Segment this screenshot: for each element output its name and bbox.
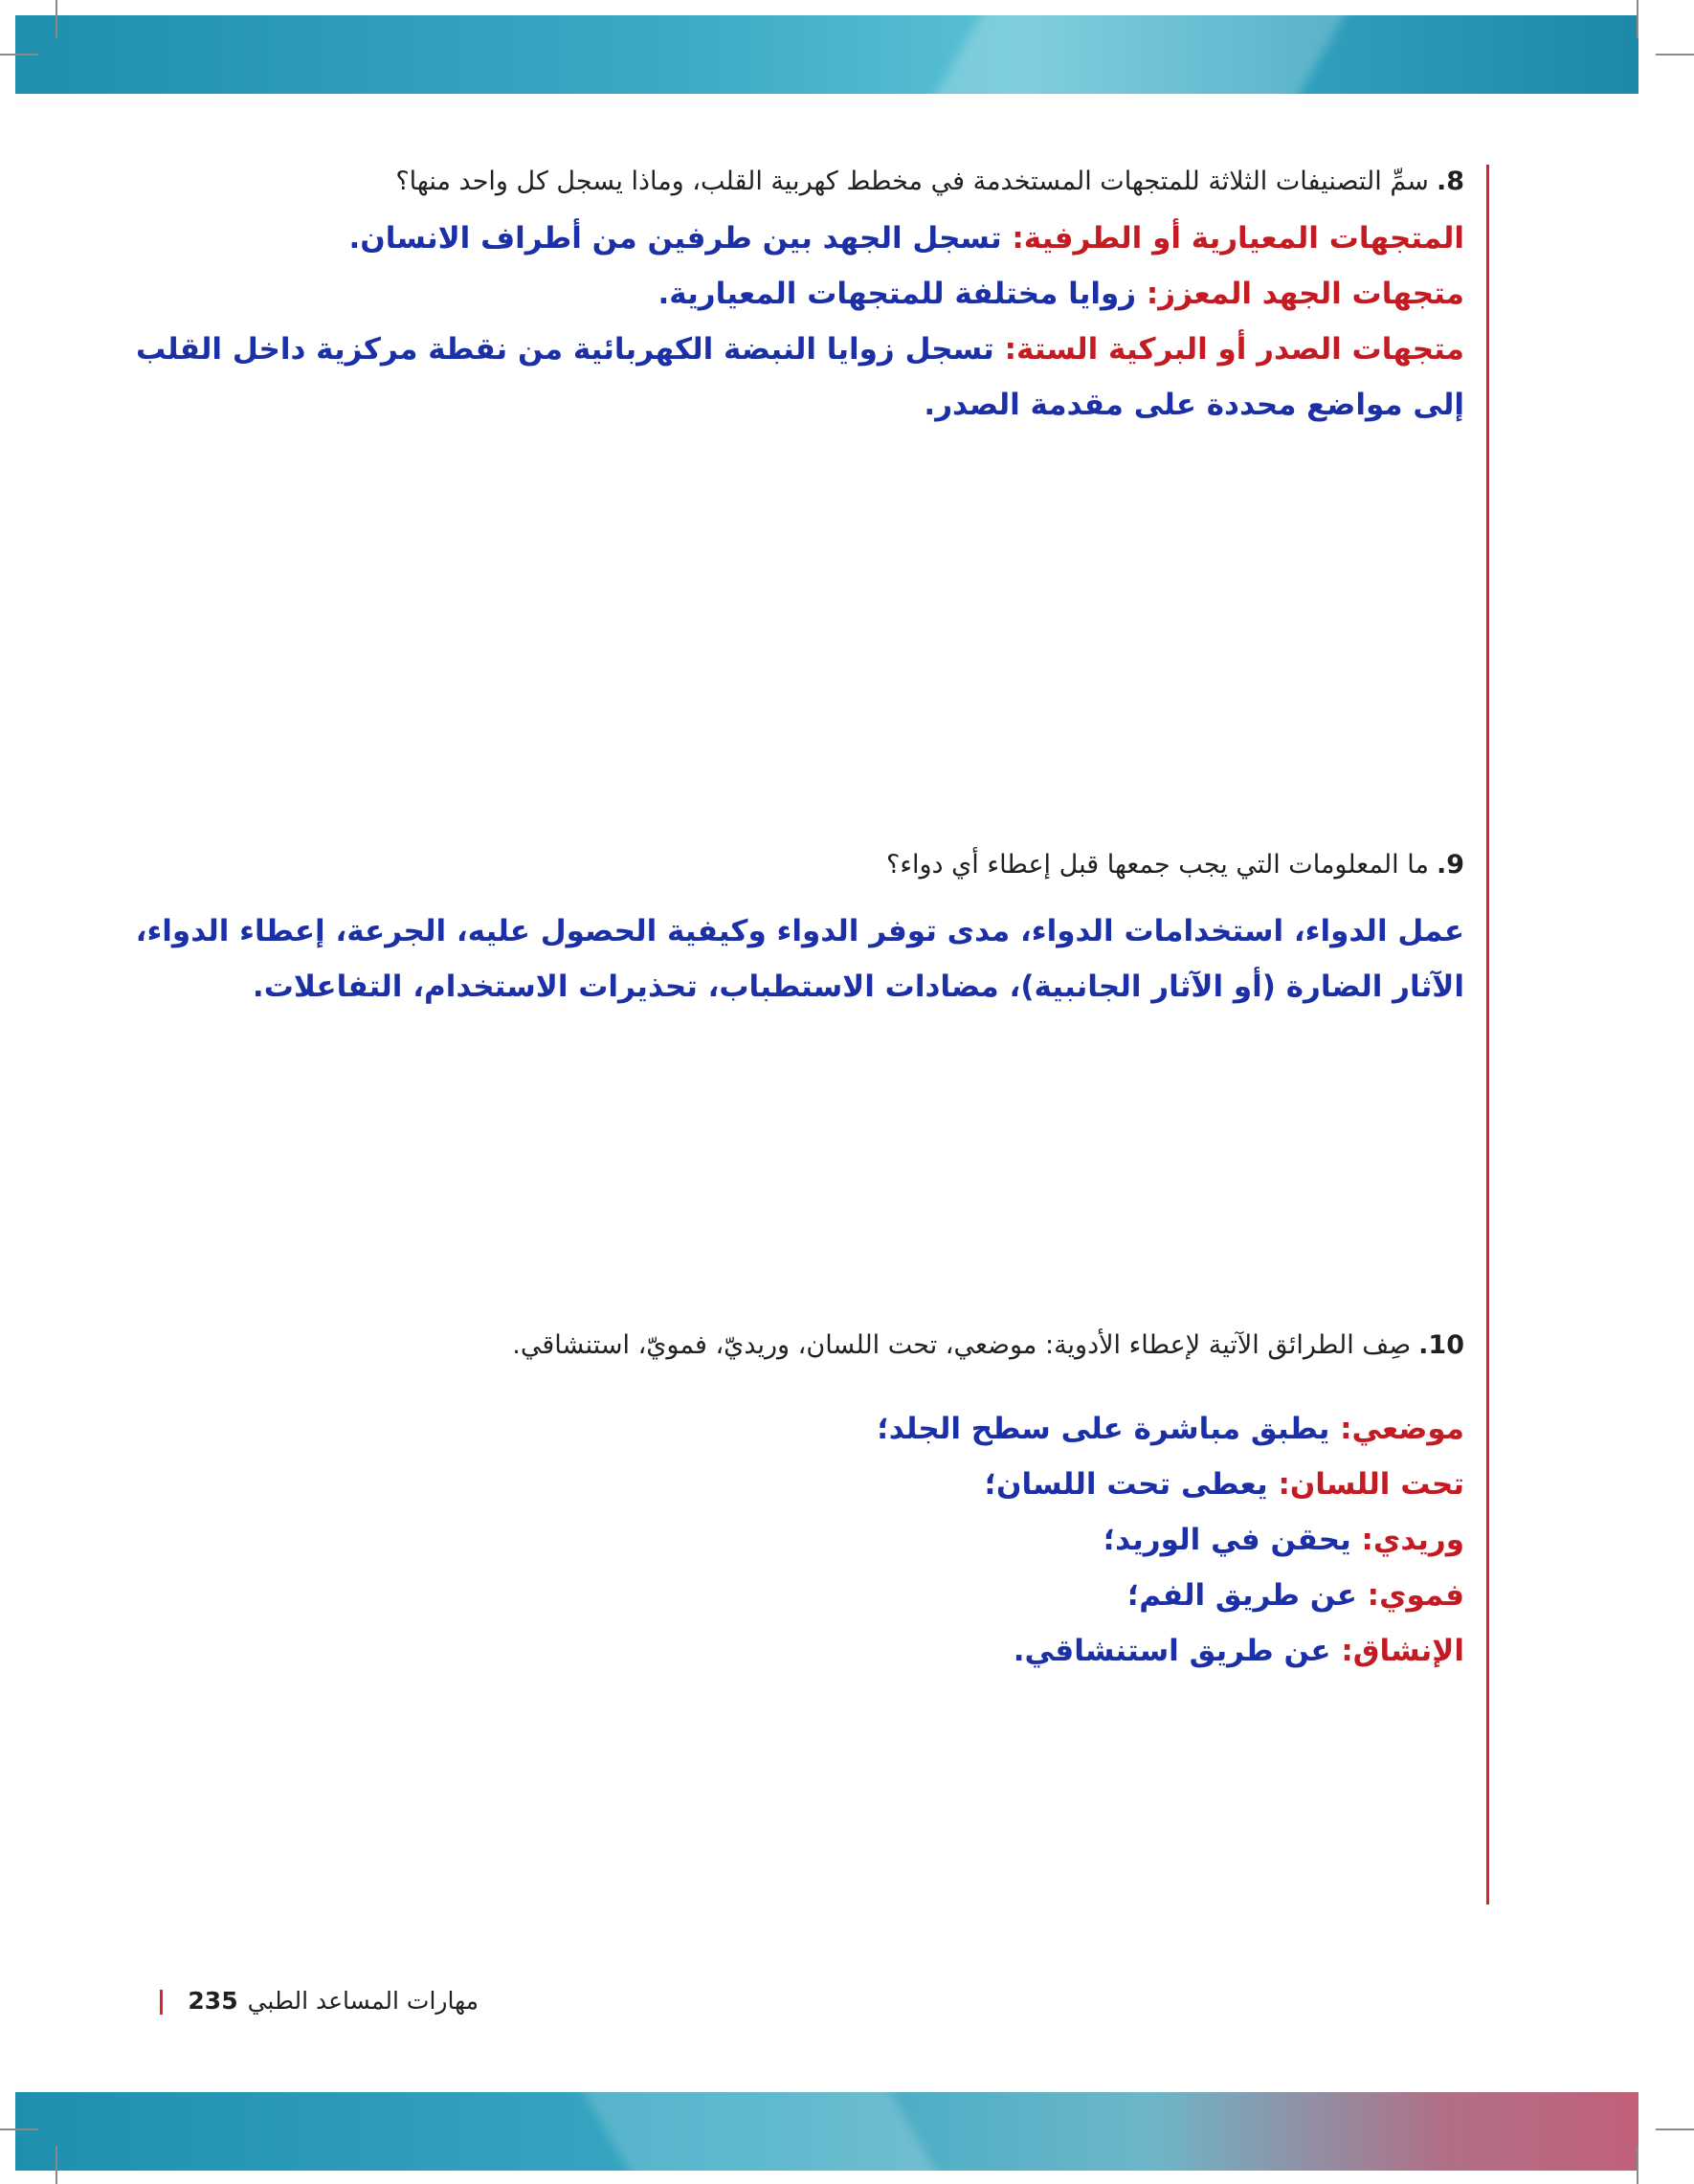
question-text: ما المعلومات التي يجب جمعها قبل إعطاء أي دواء؟ xyxy=(885,850,1429,880)
question-10-prompt xyxy=(105,1326,1464,1365)
question-9 xyxy=(105,846,1464,1014)
answer-line xyxy=(105,322,1464,433)
crop-mark xyxy=(1637,2146,1638,2184)
answer-desc: زوايا مختلفة للمتجهات المعيارية. xyxy=(658,277,1137,311)
footer-band xyxy=(15,2092,1638,2171)
page-footer xyxy=(160,1987,479,2015)
answer-desc: تسجل زوايا النبضة الكهربائية من نقطة مركزية داخل القلب إلى مواضع محددة على مقدمة الصدر. xyxy=(136,332,1464,422)
answer-desc: تسجل الجهد بين طرفين من أطراف الانسان. xyxy=(348,221,1002,256)
question-number: 10. xyxy=(1418,1330,1464,1360)
question-8-prompt xyxy=(105,163,1464,201)
question-number: 8. xyxy=(1436,167,1464,196)
question-8 xyxy=(105,163,1464,433)
answer-9: عمل الدواء، استخدامات الدواء، مدى توفر الدواء وكيفية الحصول عليه، الجرعة، إعطاء الدواء، الآثار الضارة (أو الآثار الجانبية)، مضادات الاستطباب، تحذيرات الاستخدام، التفاعلات. xyxy=(135,914,1464,1004)
answer-line xyxy=(105,1568,1464,1623)
answer-line xyxy=(105,1401,1464,1457)
footer-divider xyxy=(160,1990,163,2015)
answer-8 xyxy=(105,211,1464,433)
answer-desc: عن طريق الفم؛ xyxy=(1126,1578,1357,1613)
question-text: صِف الطرائق الآتية لإعطاء الأدوية: موضعي، تحت اللسان، وريديّ، فمويّ، استنشاقي. xyxy=(512,1330,1412,1360)
answer-line xyxy=(105,1457,1464,1512)
answer-term: وريدي: xyxy=(1361,1523,1464,1557)
question-10 xyxy=(105,1326,1464,1679)
question-9-prompt xyxy=(105,846,1464,884)
answer-line xyxy=(105,266,1464,322)
crop-mark xyxy=(0,54,38,56)
answer-term: المتجهات المعيارية أو الطرفية: xyxy=(1012,221,1464,256)
question-text: سمِّ التصنيفات الثلاثة للمتجهات المستخدمة في مخطط كهربية القلب، وماذا يسجل كل واحد منها؟ xyxy=(395,167,1429,196)
crop-mark xyxy=(1656,54,1694,56)
crop-mark xyxy=(0,2128,38,2130)
crop-mark xyxy=(1637,0,1638,38)
header-band xyxy=(15,15,1638,94)
margin-rule xyxy=(1486,165,1489,1905)
answer-desc: عن طريق استنشاقي. xyxy=(1013,1634,1331,1668)
answer-10 xyxy=(105,1401,1464,1679)
answer-line xyxy=(105,211,1464,266)
answer-term: فموي: xyxy=(1367,1578,1464,1613)
answer-term: متجهات الصدر أو البركية الستة: xyxy=(1004,332,1464,367)
answer-term: متجهات الجهد المعزز: xyxy=(1146,277,1464,311)
answer-desc: يطبق مباشرة على سطح الجلد؛ xyxy=(877,1412,1330,1446)
book-title: مهارات المساعد الطبي xyxy=(247,1987,479,2015)
footer-band-highlight xyxy=(562,2092,962,2171)
header-band-highlight xyxy=(909,15,1361,94)
crop-mark xyxy=(56,2146,57,2184)
answer-desc: يعطى تحت اللسان؛ xyxy=(984,1467,1268,1502)
crop-mark xyxy=(1656,2128,1694,2130)
question-number: 9. xyxy=(1436,850,1464,880)
answer-desc: يحقن في الوريد؛ xyxy=(1103,1523,1351,1557)
answer-term: تحت اللسان: xyxy=(1278,1467,1464,1502)
answer-line xyxy=(105,1512,1464,1568)
page-number: 235 xyxy=(188,1987,238,2015)
answer-line xyxy=(105,1623,1464,1679)
crop-mark xyxy=(56,0,57,38)
answer-term: الإنشاق: xyxy=(1341,1634,1464,1668)
answer-term: موضعي: xyxy=(1340,1412,1464,1446)
